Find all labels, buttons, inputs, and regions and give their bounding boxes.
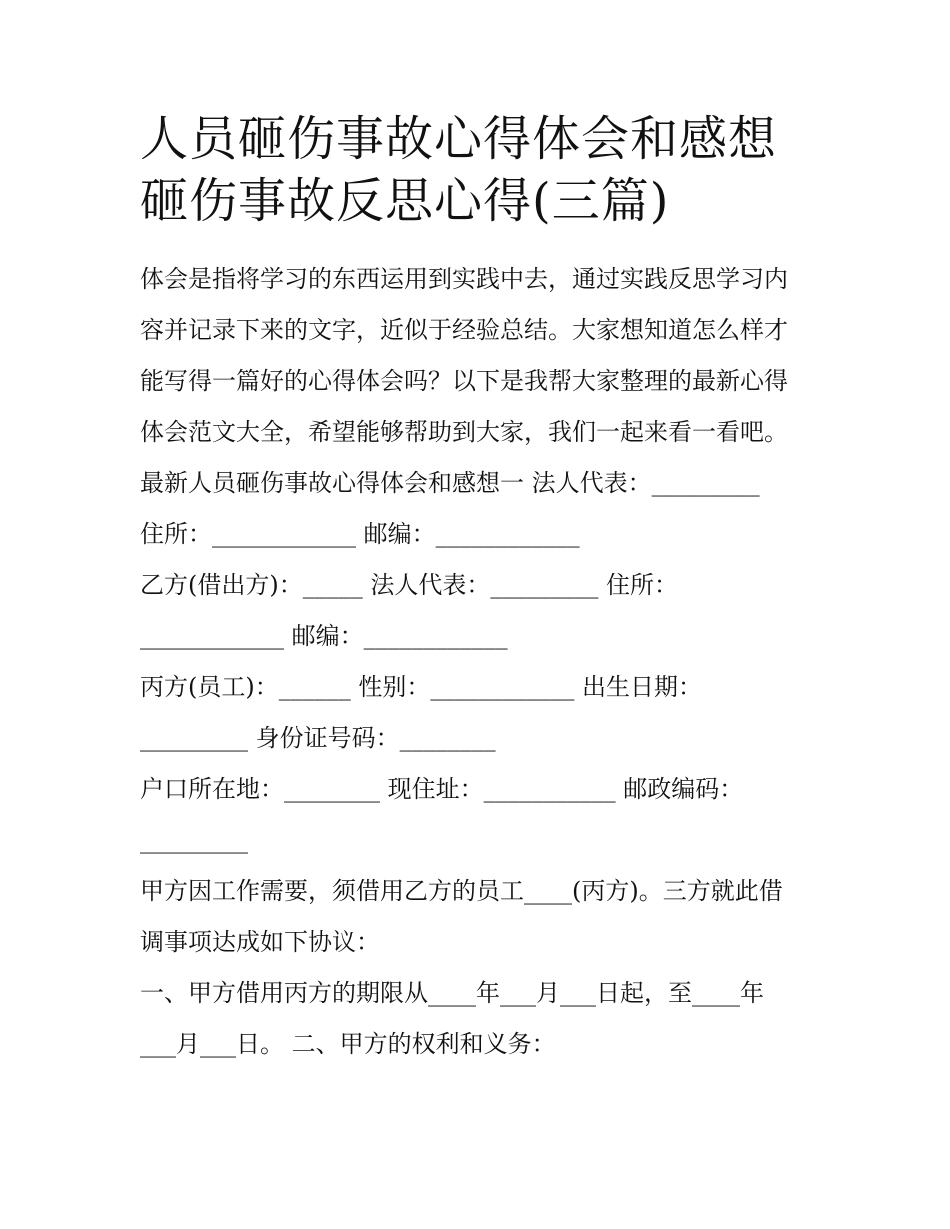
body-line: 乙方(借出方)：_____ 法人代表：_________ 住所： [140, 571, 678, 599]
body-line: 调事项达成如下协议： [140, 928, 380, 956]
body-line: 住所：____________ 邮编：____________ [140, 520, 580, 548]
title-line-1: 人员砸伤事故心得体会和感想 [140, 111, 778, 167]
body-line: 能写得一篇好的心得体会吗？以下是我帮大家整理的最新心得 [140, 367, 788, 395]
document-title [140, 108, 820, 232]
document-body [140, 254, 820, 1070]
body-line: 甲方因工作需要，须借用乙方的员工____(丙方)。三方就此借 [140, 877, 783, 905]
body-line: 户口所在地：________ 现住址：___________ 邮政编码： [140, 775, 744, 803]
body-line: ___月___日。 二、甲方的权利和义务： [140, 1030, 556, 1058]
body-line: _________ [140, 826, 248, 854]
body-line: _________ 身份证号码：________ [140, 724, 496, 752]
title-line-2: 砸伤事故反思心得(三篇) [140, 173, 670, 229]
body-line: 体会范文大全，希望能够帮助到大家，我们一起来看一看吧。 [140, 418, 788, 446]
body-line: ____________ 邮编：____________ [140, 622, 508, 650]
body-line: 丙方(员工)：______ 性别：____________ 出生日期： [140, 673, 702, 701]
body-line: 一、甲方借用丙方的期限从____年___月___日起，至____年 [140, 979, 764, 1007]
document-page [140, 108, 820, 1070]
body-line: 容并记录下来的文字，近似于经验总结。大家想知道怎么样才 [140, 316, 788, 344]
body-line: 体会是指将学习的东西运用到实践中去，通过实践反思学习内 [140, 265, 788, 293]
body-line: 最新人员砸伤事故心得体会和感想一 法人代表：_________ [140, 469, 760, 497]
